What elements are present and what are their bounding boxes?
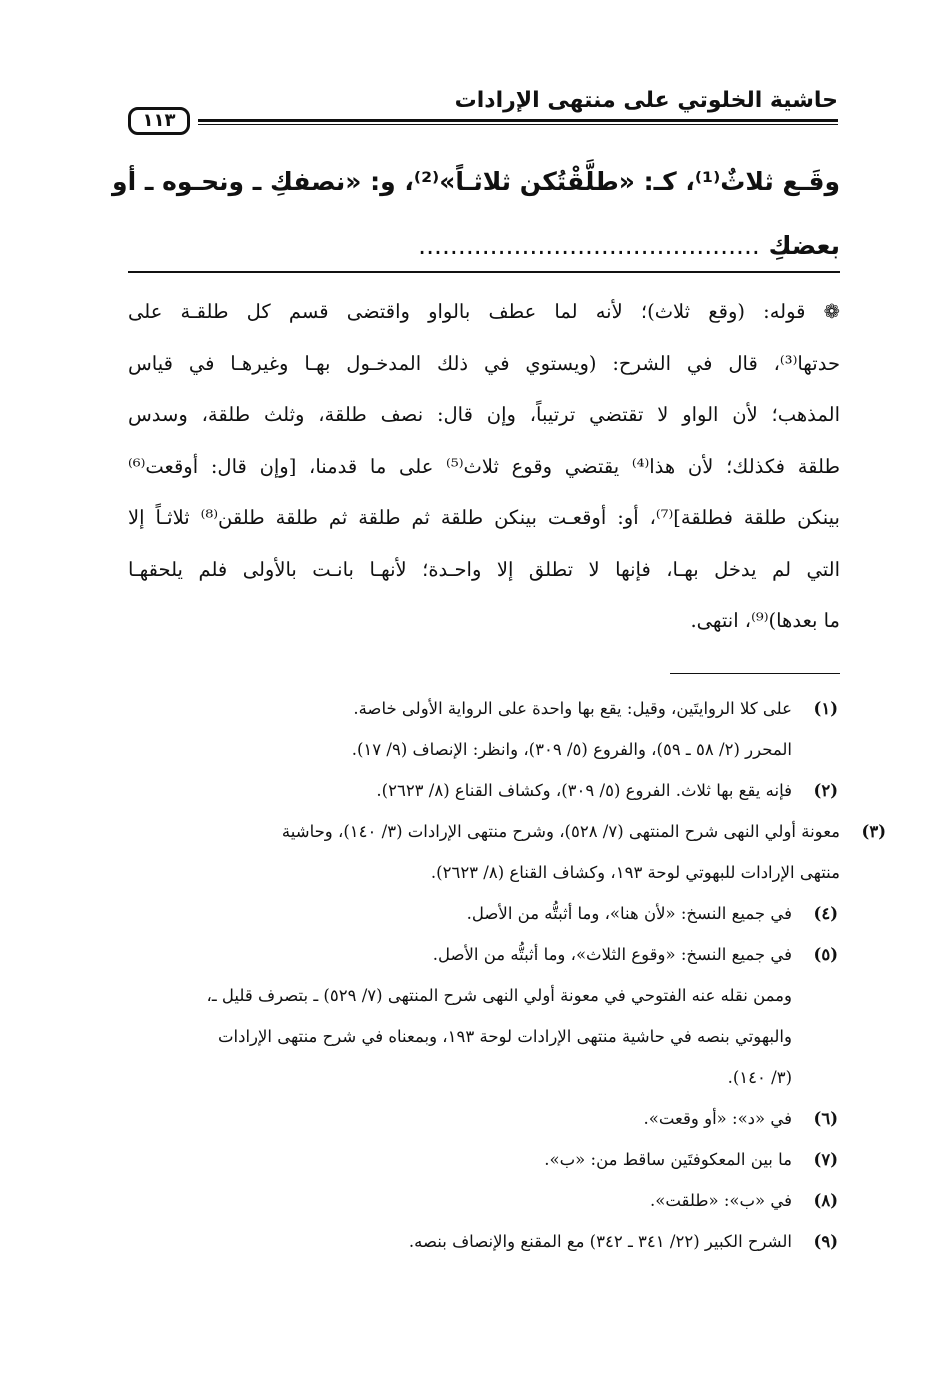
footnote-line: ما بين المعكوفتَين ساقط من: «ب». bbox=[544, 1150, 792, 1169]
matn-line-1: وقَـع ثلاثٌ⁽¹⁾، كـ: «طلَّقْتُكن ثلاثـاً»⁽²⁾، و: «نصفكِ ـ ونحـوه ـ أو bbox=[112, 167, 840, 196]
footnote-line: المحرر (٢/ ٥٨ ـ ٥٩)، والفروع (٥/ ٣٠٩)، وانظر: الإنصاف (٩/ ١٧). bbox=[351, 740, 792, 759]
page-number: ١١٣ bbox=[128, 107, 190, 135]
footnote-line: في «د»: «أو وقعت». bbox=[643, 1109, 792, 1128]
footnote-5 bbox=[128, 934, 840, 1098]
matn-text bbox=[112, 150, 840, 278]
footnote-3 bbox=[128, 811, 888, 893]
footnote-line: فإنه يقع بها ثلاث. الفروع (٥/ ٣٠٩)، وكشاف القناع (٨/ ٢٦٢٣). bbox=[376, 781, 792, 800]
footnote-number: (٥) bbox=[813, 945, 838, 964]
matn-separator-rule bbox=[128, 271, 840, 273]
footnote-line: في جميع النسخ: «وقوع الثلاث»، وما أثبتُّه من الأصل. bbox=[432, 945, 792, 964]
footnote-number: (٩) bbox=[813, 1232, 838, 1251]
footnote-number: (٣) bbox=[861, 822, 886, 841]
commentary-line: المذهب؛ لأن الواو لا تقتضي ترتيباً، وإن قال: نصف طلقة، وثلث طلقة، وسدس bbox=[128, 403, 840, 426]
matn-line-2 bbox=[128, 214, 840, 278]
header-rule-thick bbox=[198, 119, 838, 122]
commentary-line: ما بعدها)⁽⁹⁾، انتهى. bbox=[690, 609, 840, 632]
footnote-6 bbox=[128, 1098, 840, 1139]
footnote-1 bbox=[128, 688, 840, 770]
book-title: حاشية الخلوتي على منتهى الإرادات bbox=[454, 88, 838, 113]
footnote-8 bbox=[128, 1180, 840, 1221]
footnote-number: (٧) bbox=[813, 1150, 838, 1169]
footnotes bbox=[128, 688, 886, 1262]
footnote-line: والبهوتي بنصه في حاشية منتهى الإرادات لوحة ١٩٣، وبمعناه في شرح منتهى الإرادات bbox=[217, 1027, 792, 1046]
footnote-line: في «ب»: «طلقت». bbox=[650, 1191, 792, 1210]
footnote-number: (٦) bbox=[813, 1109, 838, 1128]
matn-dots: ........................................... bbox=[418, 231, 760, 260]
footnote-line: في جميع النسخ: «لأن هنا»، وما أثبتُّه من الأصل. bbox=[466, 904, 792, 923]
footnote-7 bbox=[128, 1139, 840, 1180]
footnote-4 bbox=[128, 893, 840, 934]
header-rule-thin bbox=[198, 124, 838, 125]
commentary-line: بينكن طلقة فطلقة]⁽⁷⁾، أو: أوقعـت بينكن طلقة ثم طلقة ثم طلقة طلقن⁽⁸⁾ ثلاثـاً إلا bbox=[128, 506, 840, 529]
footnote-2 bbox=[128, 770, 840, 811]
footnote-line: (٣/ ١٤٠). bbox=[727, 1068, 792, 1087]
footnote-number: (٤) bbox=[813, 904, 838, 923]
footnote-number: (١) bbox=[813, 699, 838, 718]
commentary-line: التي لم يدخل بهـا، فإنها لا تطلق إلا واحـدة؛ لأنهـا بانـت بالأولى فلم يلحقهـا bbox=[128, 557, 840, 581]
running-header bbox=[128, 86, 840, 131]
footnote-line: الشرح الكبير (٢٢/ ٣٤١ ـ ٣٤٢) مع المقنع والإنصاف بنصه. bbox=[408, 1232, 792, 1251]
footnote-line: وممن نقله عنه الفتوحي في معونة أولي النهى شرح المنتهى (٧/ ٥٢٩) ـ بتصرف قليل ـ، bbox=[206, 986, 792, 1005]
matn-line-2-text: بعضكِ bbox=[768, 231, 840, 260]
footnote-line: منتهى الإرادات للبهوتي لوحة ١٩٣، وكشاف القناع (٨/ ٢٦٢٣). bbox=[430, 863, 840, 882]
footnote-line: معونة أولي النهى شرح المنتهى (٧/ ٥٢٨)، وشرح منتهى الإرادات (٣/ ١٤٠)، وحاشية bbox=[281, 822, 840, 841]
footnote-separator-rule bbox=[670, 673, 840, 674]
commentary-line: طلقة فكذلك؛ لأن هذا⁽⁴⁾ يقتضي وقوع ثلاث⁽⁵⁾ على ما قدمنا، [وإن قال: أوقعت⁽⁶⁾ bbox=[128, 454, 840, 478]
footnote-number: (٨) bbox=[813, 1191, 838, 1210]
commentary-text bbox=[128, 286, 840, 647]
commentary-line: ❁ قوله: (وقع ثلاث)؛ لأنه لما عطف بالواو واقتضى قسم كل طلقـة على bbox=[128, 300, 840, 323]
commentary-line: حدتها⁽³⁾، قال في الشرح: (ويستوي في ذلك المدخـول بهـا وغيرهـا في قياس bbox=[128, 351, 840, 375]
book-page bbox=[112, 0, 886, 1381]
footnote-line: على كلا الروايتَين، وقيل: يقع بها واحدة على الرواية الأولى خاصة. bbox=[353, 699, 792, 718]
footnote-number: (٢) bbox=[813, 781, 838, 800]
footnote-9 bbox=[128, 1221, 840, 1262]
